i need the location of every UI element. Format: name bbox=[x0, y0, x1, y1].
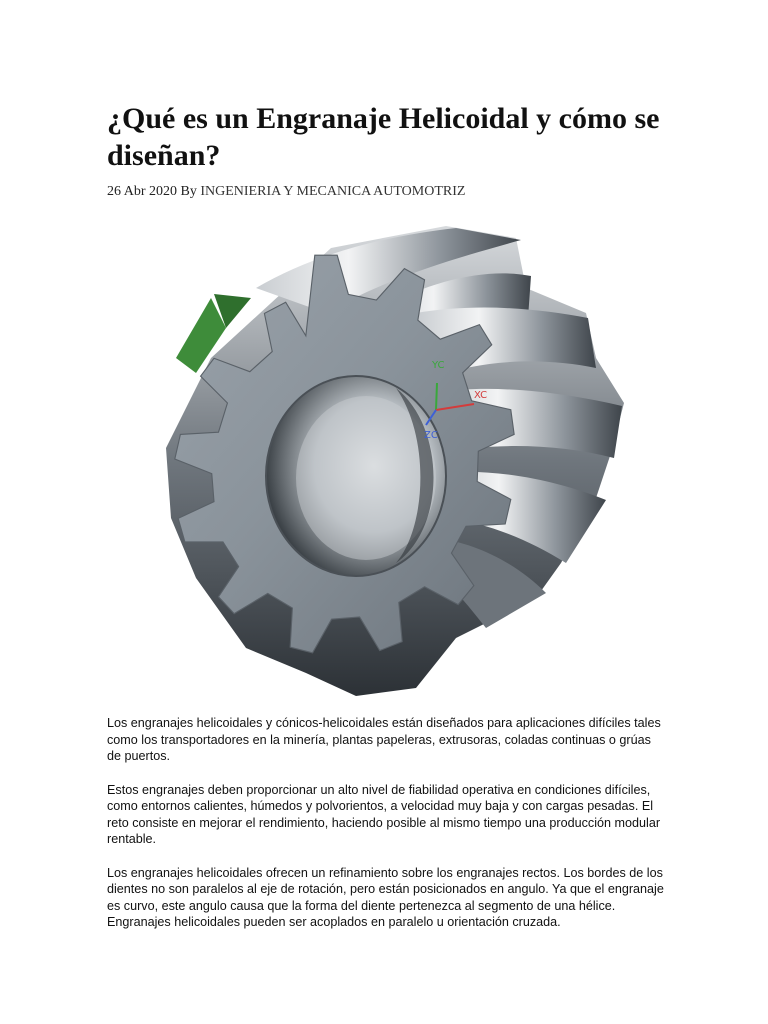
yc-axis-label: YC bbox=[432, 360, 445, 371]
article-body bbox=[107, 715, 667, 948]
by-label: By bbox=[180, 184, 197, 199]
page-title: ¿Qué es un Engranaje Helicoidal y cómo se diseñan? bbox=[107, 102, 660, 172]
paragraph: Los engranajes helicoidales ofrecen un refinamiento sobre los engranajes rectos. Los bordes de los dientes no son paralelos al eje de rotación, pero están posicionados en angulo. Ya que el engranaje es curvo, este angulo causa que la forma del diente pertenezca al segmento de una hélice. Engranajes helicoidales pueden ser acoplados en paralelo u orientación cruzada. bbox=[107, 865, 664, 929]
byline bbox=[107, 184, 465, 200]
zc-axis-label: ZC bbox=[424, 430, 438, 441]
article-header bbox=[107, 100, 667, 199]
publish-date: 26 Abr 2020 bbox=[107, 184, 177, 199]
author-link[interactable]: INGENIERIA Y MECANICA AUTOMOTRIZ bbox=[200, 184, 466, 199]
helical-gear-image bbox=[156, 218, 630, 700]
xc-axis-label: XC bbox=[474, 390, 488, 401]
paragraph: Estos engranajes deben proporcionar un alto nivel de fiabilidad operativa en condiciones difíciles, como entornos calientes, húmedos y polvorientos, a velocidad muy baja y con cargas pesadas. El reto consiste en mejorar el rendimiento, haciendo posible al mismo tiempo una producción modular rentable. bbox=[107, 782, 661, 846]
paragraph: Los engranajes helicoidales y cónicos-helicoidales están diseñados para aplicaciones difíciles tales como los transportadores en la minería, plantas papeleras, extrusoras, coladas continuas o grúas de puertos. bbox=[107, 716, 661, 763]
